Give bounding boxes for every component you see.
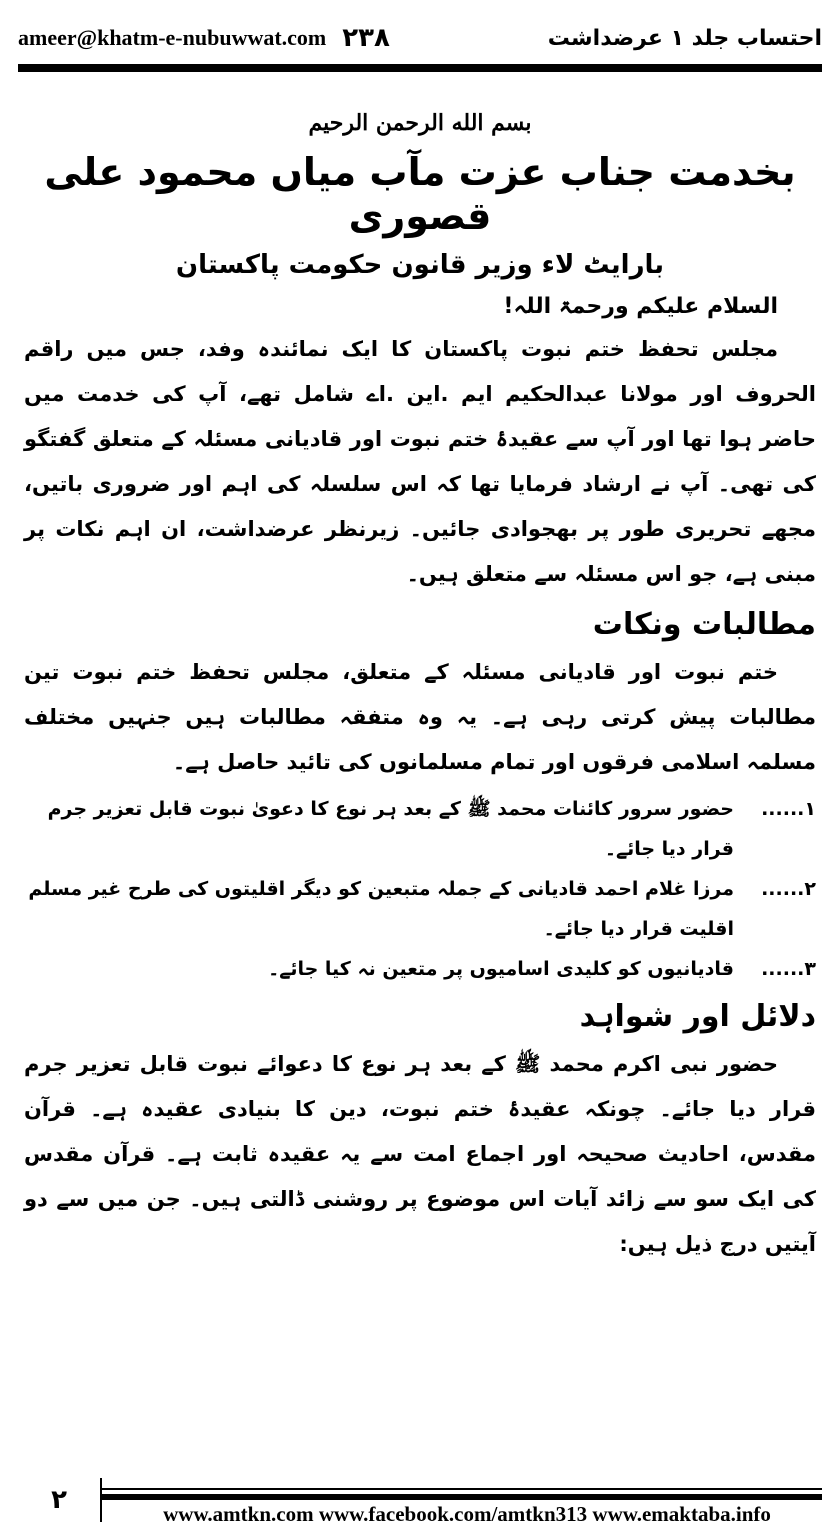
footer-page-box: ۲: [18, 1478, 102, 1522]
header-email-link[interactable]: ameer@khatm-e-nubuwwat.com: [18, 25, 327, 50]
header-left: [18, 23, 390, 53]
footer-links[interactable]: www.amtkn.com www.facebook.com/amtkn313 www.emaktaba.info: [163, 1502, 771, 1526]
evidence-paragraph: حضور نبی اکرم محمد ﷺ کے بعد ہر نوع کا دعوائے نبوت قابل تعزیر جرم قرار دیا جائے۔ چونکہ عقیدۂ ختم نبوت، دین کا بنیادی عقیدہ ہے۔ قرآن مقدس، احادیث صحیحہ اور اجماع امت سے یہ عقیدہ ثابت ہے۔ قرآن مقدس کی ایک سو سے زائد آیات اس موضوع پر روشنی ڈالتی ہیں۔ جن میں سے دو آیتیں درج ذیل ہیں:: [24, 1052, 816, 1256]
section-heading-demands: مطالبات ونکات: [592, 607, 816, 642]
list-item-number: ۱......: [761, 798, 816, 820]
document-subtitle: بارایٹ لاء وزیر قانون حکومت پاکستان: [175, 250, 665, 280]
demands-paragraph: ختم نبوت اور قادیانی مسئلہ کے متعلق، مجلس تحفظ ختم نبوت تین مطالبات پیش کرتی رہی ہے۔ یہ وہ متفقہ مطالبات ہیں جنہیں مختلف مسلمہ اسلامی فرقوں اور تمام مسلمانوں کی تائید حاصل ہے۔: [24, 660, 816, 774]
document-body: [24, 110, 816, 1267]
demands-list: [24, 789, 816, 989]
document-title: بخدمت جناب عزت مآب میاں محمود علی قصوری: [44, 150, 796, 238]
header-page-number: ۲۳۸: [342, 23, 390, 53]
intro-paragraph: مجلس تحفظ ختم نبوت پاکستان کا ایک نمائندہ وفد، جس میں راقم الحروف اور مولانا عبدالحکیم ایم .این .اے شامل تھے، آپ کی خدمت میں حاضر ہوا تھا اور آپ سے عقیدۂ ختم نبوت اور قادیانی مسئلہ کے متعلق گفتگو کی تھی۔ آپ نے ارشاد فرمایا تھا کہ اس سلسلہ کی اہم اور ضروری باتیں، مجھے تحریری طور پر بھجوادی جائیں۔ زیرنظر عرضداشت، ان اہم نکات پر مبنی ہے، جو اس مسئلہ سے متعلق ہیں۔: [24, 337, 816, 586]
list-item-text: مرزا غلام احمد قادیانی کے جملہ متبعین کو دیگر اقلیتوں کی طرح غیر مسلم اقلیت قرار دیا جائے۔: [28, 878, 734, 940]
footer-rule-thick: [18, 1494, 822, 1500]
list-item: [24, 949, 816, 989]
list-item: [24, 789, 816, 869]
header-rule: [18, 64, 822, 72]
list-item-number: ۳......: [761, 958, 816, 980]
page-header: [18, 18, 822, 58]
section-heading-evidence: دلائل اور شواہد: [579, 999, 816, 1034]
bismillah-calligraphy: بسم الله الرحمن الرحیم: [308, 110, 532, 136]
header-book-title: احتساب جلد ۱ عرضداشت: [547, 25, 822, 51]
salutation: السلام علیکم ورحمۃ اللہ!: [503, 294, 778, 319]
list-item: [24, 869, 816, 949]
list-item-number: ۲......: [761, 878, 816, 900]
list-item-text: قادیانیوں کو کلیدی اسامیوں پر متعین نہ کیا جائے۔: [268, 958, 734, 980]
list-item-text: حضور سرور کائنات محمد ﷺ کے بعد ہر نوع کا دعویٰ نبوت قابل تعزیر جرم قرار دیا جائے۔: [47, 798, 734, 860]
footer-rule-thin: [18, 1488, 822, 1490]
